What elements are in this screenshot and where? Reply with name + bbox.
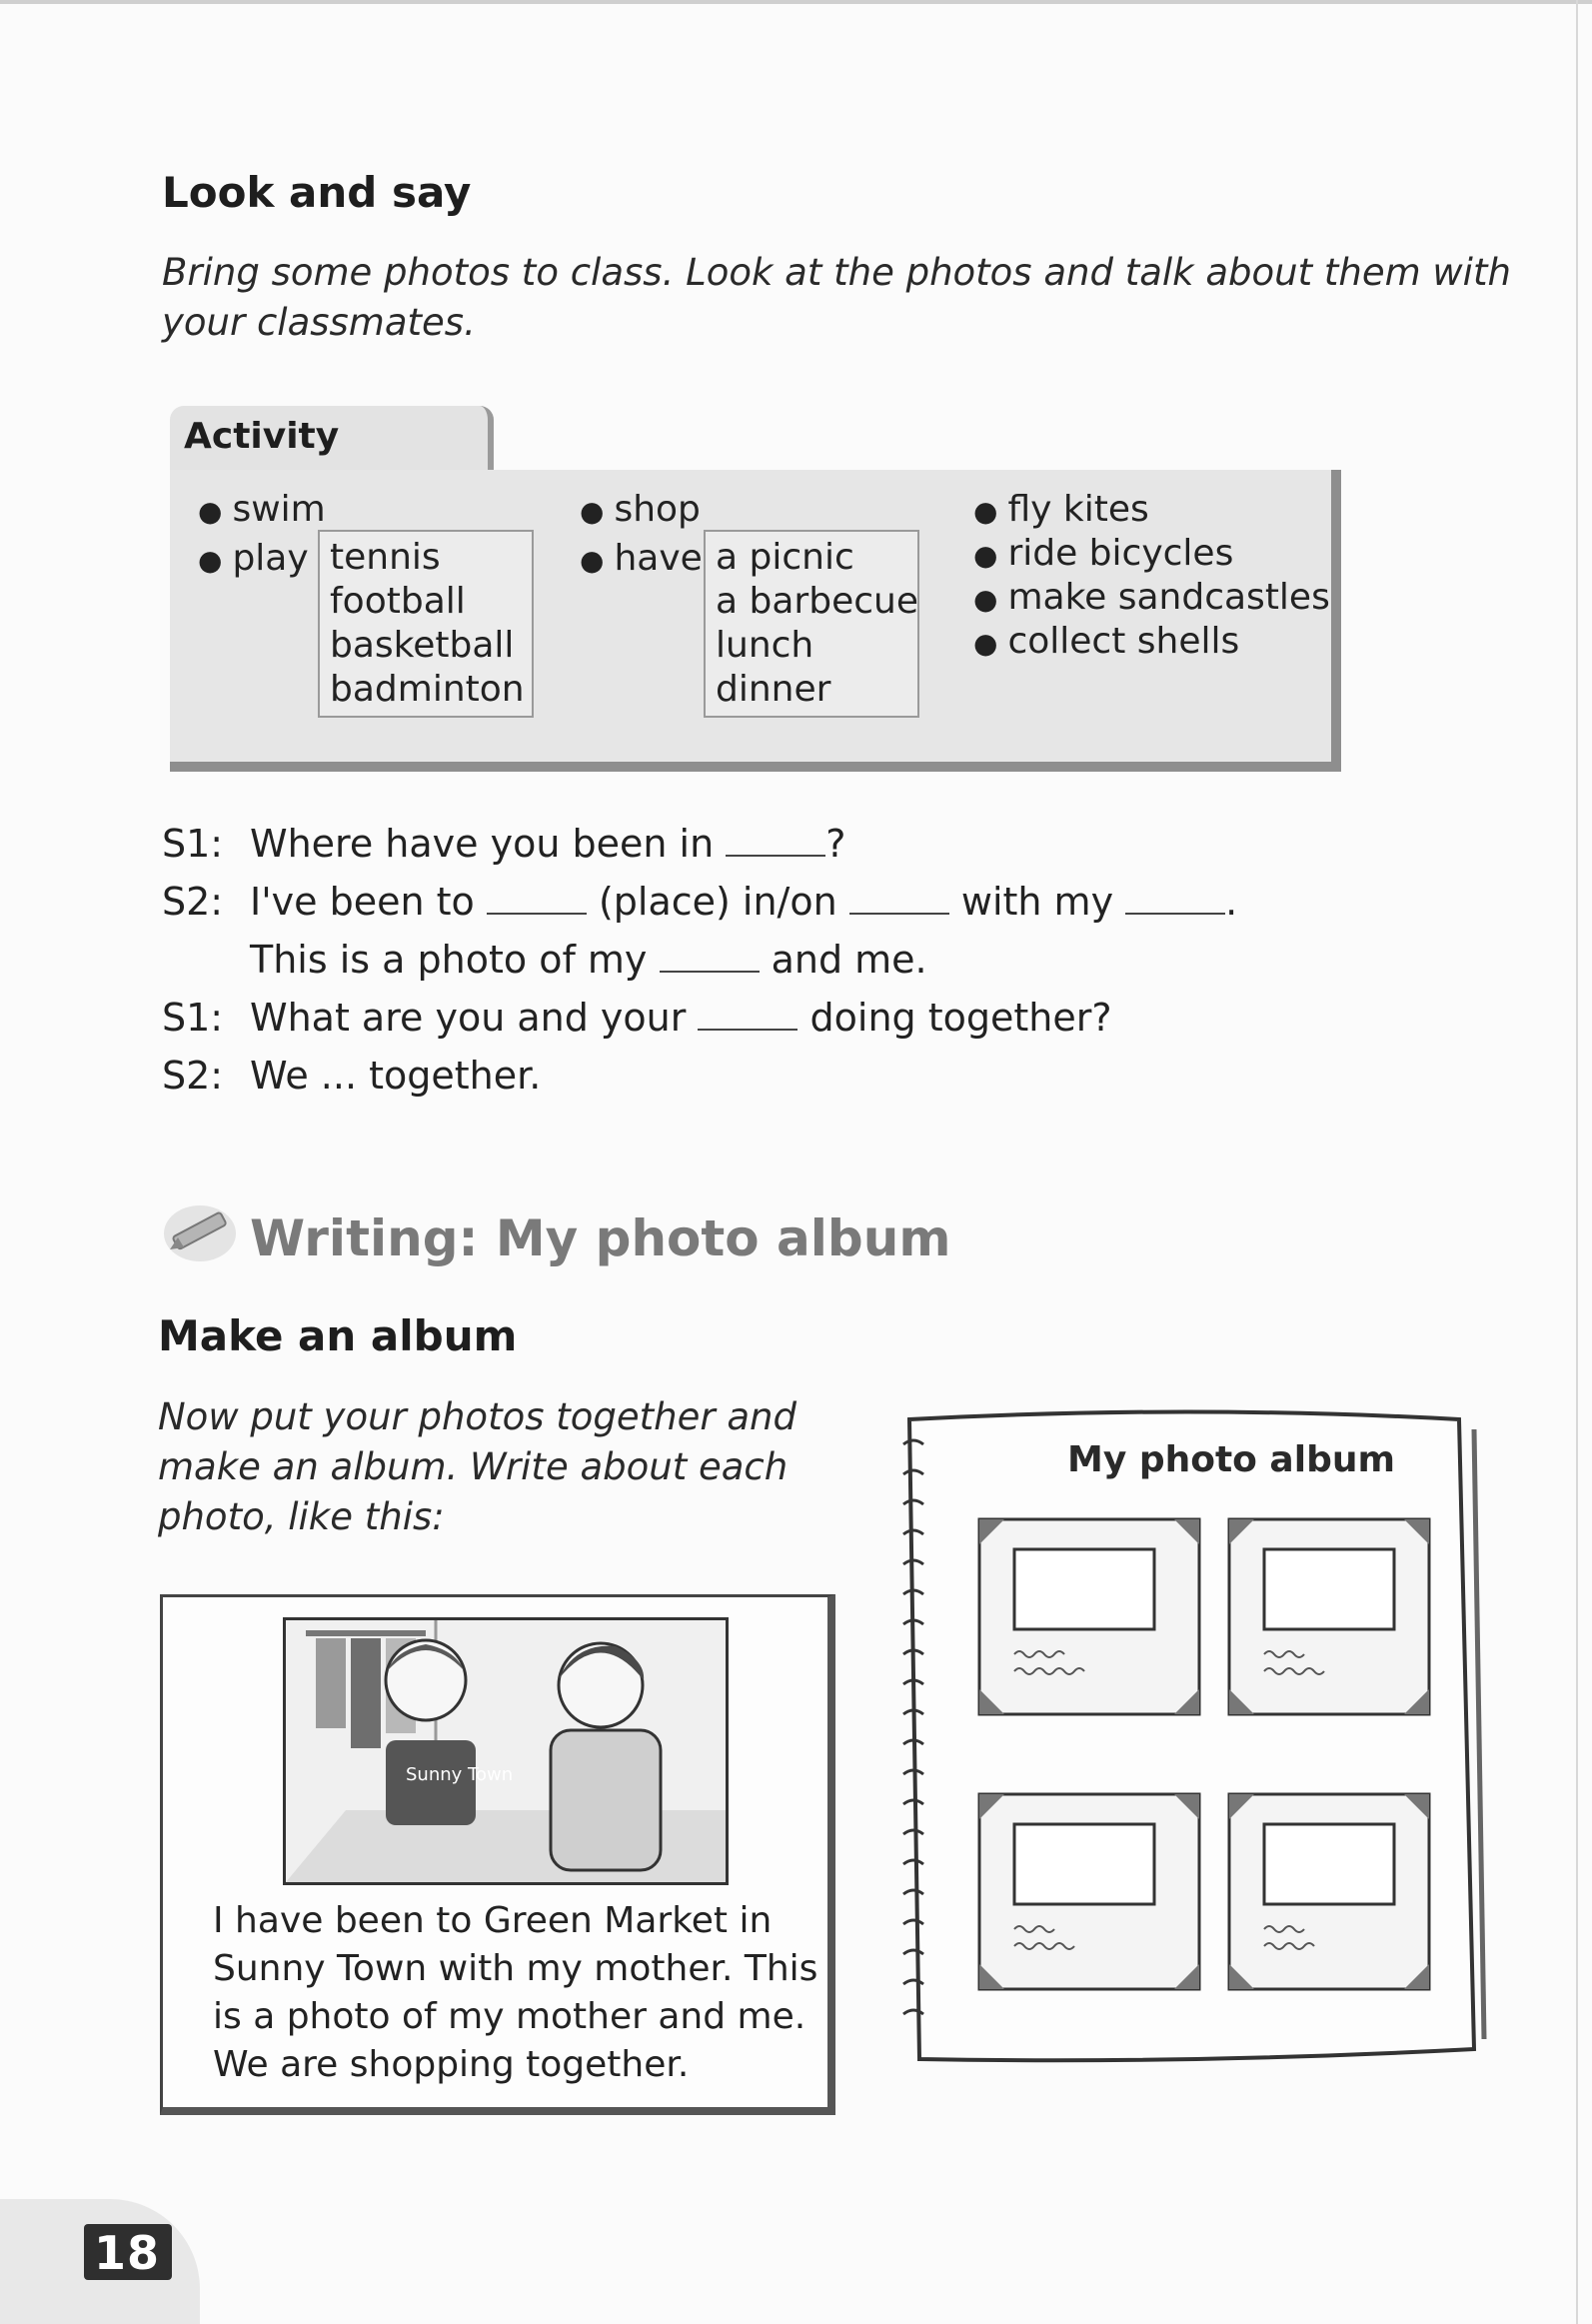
activity-tab: Activity: [170, 406, 494, 470]
activity-ride-bicycles: ● ride bicycles: [973, 533, 1234, 574]
make-album-heading: Make an album: [158, 1311, 518, 1360]
example-text: I have been to Green Market in Sunny Town with my mother. This is a photo of my mother and me. We are shopping together.: [213, 1900, 818, 2085]
blank: [726, 825, 825, 857]
option-football: football: [330, 581, 466, 622]
blank: [487, 883, 587, 915]
photo-album-notebook: [889, 1399, 1489, 2089]
activity-fly-kites: ● fly kites: [973, 489, 1149, 530]
activity-swim: ● swim: [198, 489, 326, 530]
shirt-label: Sunny Town: [406, 1764, 514, 1785]
look-and-say-instruction: Bring some photos to class. Look at the photos and talk about them with your classmates.: [162, 251, 1511, 344]
dialogue-line-1: S1: Where have you been in ?: [162, 822, 846, 866]
top-border: [0, 0, 1592, 4]
option-dinner: dinner: [716, 669, 831, 710]
pencil-icon: [160, 1189, 240, 1269]
play-options-box: [318, 530, 534, 718]
option-barbecue: a barbecue: [716, 581, 918, 622]
have-options-box: [704, 530, 919, 718]
activity-shop: ● shop: [580, 489, 701, 530]
shopping-illustration: [283, 1617, 729, 1885]
writing-title: Writing: My photo album: [250, 1209, 951, 1267]
right-border: [1576, 0, 1578, 2324]
option-lunch: lunch: [716, 625, 814, 666]
activity-make-sandcastles: ● make sandcastles: [973, 577, 1330, 618]
activity-play: ● play: [198, 538, 309, 579]
writing-instruction: Now put your photos together and make an album. Write about each photo, like this:: [158, 1395, 796, 1538]
activity-collect-shells: ● collect shells: [973, 621, 1240, 662]
page-number-badge: 18: [84, 2224, 172, 2280]
blank: [849, 883, 949, 915]
dialogue-line-3: This is a photo of my and me.: [250, 938, 927, 982]
blank: [1125, 883, 1225, 915]
blank: [698, 999, 797, 1031]
dialogue-line-4: S1: What are you and your doing together?: [162, 996, 1112, 1040]
dialogue-line-2: S2: I've been to (place) in/on with my .: [162, 880, 1238, 924]
option-picnic: a picnic: [716, 537, 854, 578]
option-basketball: basketball: [330, 625, 515, 666]
option-tennis: tennis: [330, 537, 441, 578]
look-and-say-heading: Look and say: [162, 168, 472, 217]
dialogue-line-5: S2: We ... together.: [162, 1054, 542, 1098]
blank: [660, 941, 760, 973]
option-badminton: badminton: [330, 669, 525, 710]
album-title: My photo album: [1067, 1439, 1395, 1480]
activity-have: ● have: [580, 538, 703, 579]
example-box: [160, 1594, 835, 2115]
